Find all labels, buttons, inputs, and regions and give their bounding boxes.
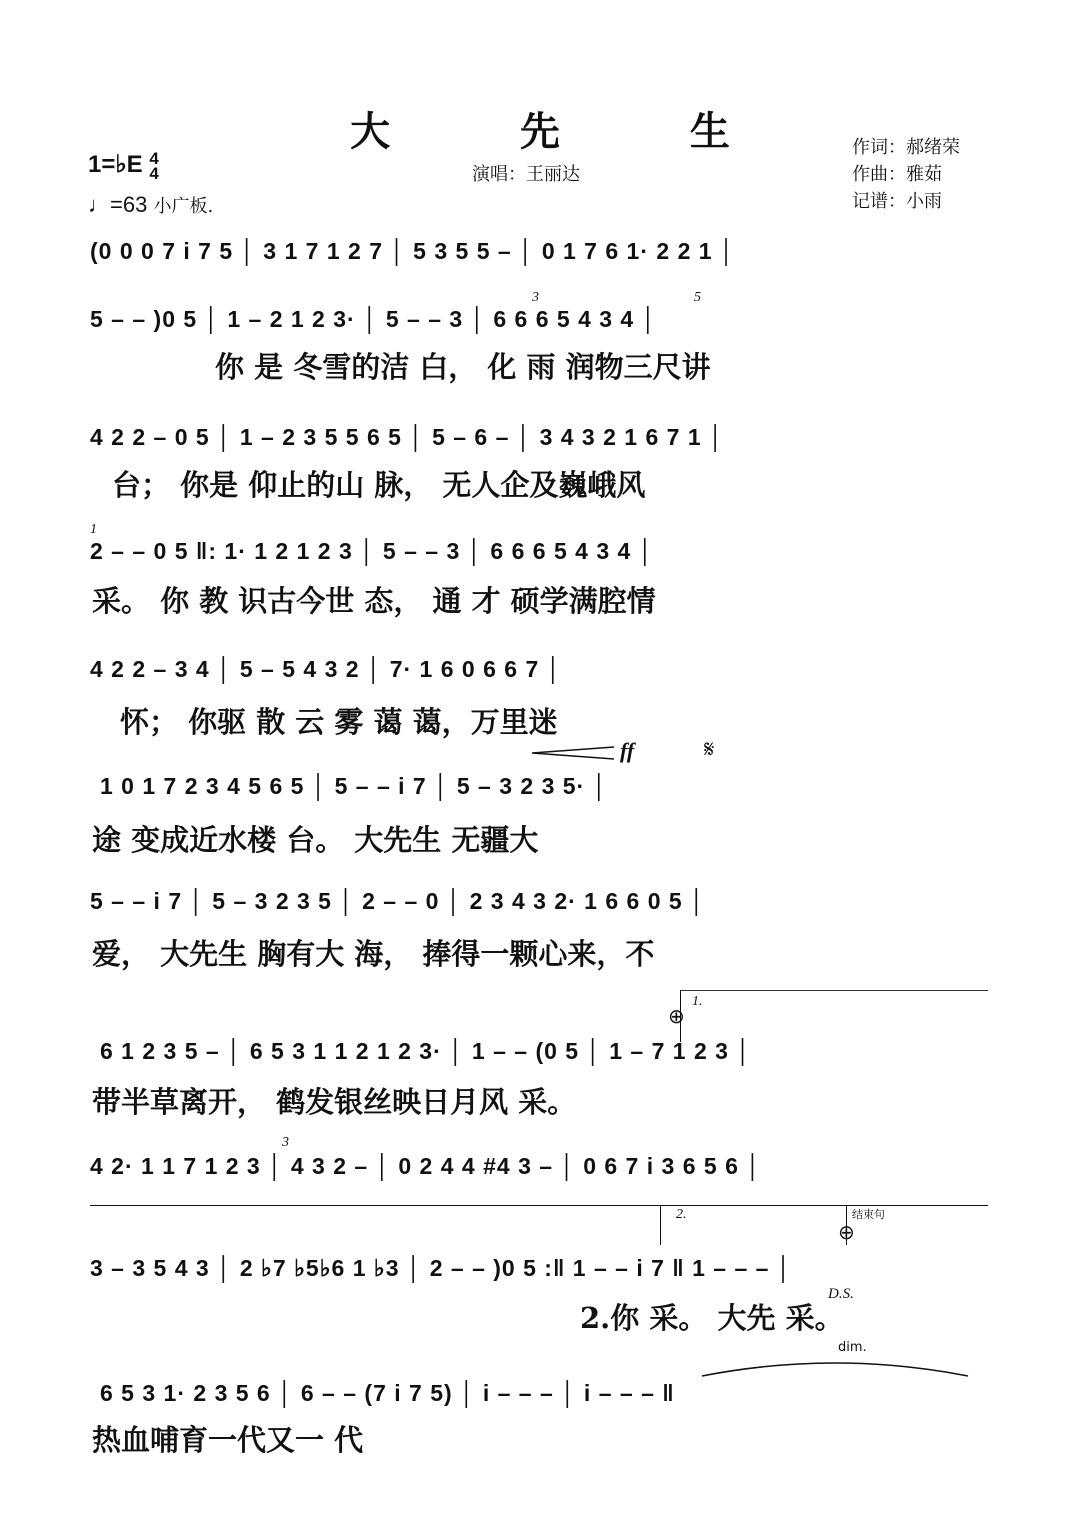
staff-2-notes: 5 – – )0 5 │ 1 – 2 1 2 3· │ 5 – – 3 │ 6 6 6 5 4 3 4 │ xyxy=(90,306,657,332)
tempo-description: 小广板. xyxy=(153,196,214,217)
staff-11-lyrics: 热血哺育一代又一 代 xyxy=(92,1423,364,1457)
phrase-slur xyxy=(700,1358,970,1378)
volta-1-label: 1. xyxy=(692,994,703,1009)
ending-label: 结束句 xyxy=(852,1208,885,1221)
segno-icon: 𝄋 xyxy=(704,735,715,763)
staff-3-notes: 4 2 2 – 0 5 │ 1 – 2 3 5 5 6 5 │ 5 – 6 – │ 3 4 3 2 1 6 7 1 │ xyxy=(90,424,725,450)
staff-4-lyrics: 采。 你 教 识古今世 态， 通 才 硕学满腔情 xyxy=(92,584,656,618)
staff-10-lyrics: 2.你 采。 大先 采。 xyxy=(580,1301,844,1335)
time-signature xyxy=(149,148,159,183)
crescendo-hairpin xyxy=(530,745,616,761)
staff-7-notes: 5 – – i 7 │ 5 – 3 2 3 5 │ 2 – – 0 │ 2 3 4 3 2· 1 6 6 0 5 │ xyxy=(90,888,706,914)
singer-credit: 演唱：王丽达 xyxy=(472,164,580,185)
time-sig-top: 4 xyxy=(149,148,159,168)
tempo-marking xyxy=(88,192,213,218)
transcriber-credit: 记谱：小雨 xyxy=(852,191,942,212)
staff-10-notes: 3 – 3 5 4 3 │ 2 ♭7 ♭5♭6 1 ♭3 │ 2 – – )0 5 :‖ 1 – – i 7 ‖ 1 – – – │ xyxy=(90,1255,793,1281)
coda-icon: ⊕ xyxy=(668,1004,685,1028)
staff-8-lyrics: 带半草离开， 鹤发银丝映日月风 采。 xyxy=(92,1085,577,1119)
lyricist-credit: 作词：郝绪荣 xyxy=(852,137,960,158)
staff-4-notes: 2 – – 0 5 ‖: 1· 1 2 1 2 3 │ 5 – – 3 │ 6 6 6 5 4 3 4 │ xyxy=(90,538,655,564)
staff-8-notes: 6 1 2 3 5 – │ 6 5 3 1 1 2 1 2 3· │ 1 – – (0 5 │ 1 – 7 1 2 3 │ xyxy=(100,1038,752,1064)
grace-note-3: 3 xyxy=(532,290,539,305)
grace-note-1: 1 xyxy=(90,522,97,537)
dal-segno-mark: D.S. xyxy=(828,1286,854,1302)
staff-6-notes: 1 0 1 7 2 3 4 5 6 5 │ 5 – – i 7 │ 5 – 3 2 3 5· │ xyxy=(100,773,608,799)
staff-5-notes: 4 2 2 – 3 4 │ 5 – 5 4 3 2 │ 7· 1 6 0 6 6 7 │ xyxy=(90,656,563,682)
composer-credit: 作曲：雅茹 xyxy=(852,164,942,185)
time-sig-bottom: 4 xyxy=(149,163,159,183)
staff-1-notes: (0 0 0 7 i 7 5 │ 3 1 7 1 2 7 │ 5 3 5 5 – │ 0 1 7 6 1· 2 2 1 │ xyxy=(90,238,736,264)
staff-2-lyrics: 你 是 冬雪的洁 白， 化 雨 润物三尺讲 xyxy=(215,350,711,384)
fortissimo-mark: ff xyxy=(620,738,635,763)
volta-1-bracket xyxy=(680,990,988,991)
volta-2-label: 2. xyxy=(676,1207,687,1222)
staff-3-lyrics: 台； 你是 仰止的山 脉， 无人企及巍峨风 xyxy=(112,468,646,502)
key-label: 1=♭E xyxy=(88,151,143,178)
staff-9-notes: 4 2· 1 1 7 1 2 3 │ 4 3 2 – │ 0 2 4 4 #4 3 – │ 0 6 7 i 3 6 5 6 │ xyxy=(90,1153,762,1179)
staff-11-notes: 6 5 3 1· 2 3 5 6 │ 6 – – (7 i 7 5) │ i – – – │ i – – – ‖ xyxy=(100,1380,675,1406)
grace-note-5: 5 xyxy=(694,290,701,305)
song-title: 大 先 生 xyxy=(350,108,788,155)
key-signature xyxy=(88,150,159,181)
staff-6-lyrics: 途 变成近水楼 台。 大先生 无疆大 xyxy=(92,823,539,857)
staff-7-lyrics: 爱， 大先生 胸有大 海， 捧得一颗心来，不 xyxy=(92,937,655,971)
triplet-mark: 3 xyxy=(282,1135,289,1150)
staff-5-lyrics: 怀； 你驱 散 云 雾 蔼 蔼，万里迷 xyxy=(120,705,558,739)
volta-2-bracket-edge xyxy=(660,1205,661,1245)
diminuendo-mark: dim. xyxy=(838,1340,867,1355)
tempo-bpm: ♩=63 xyxy=(88,192,148,217)
coda-icon-2: ⊕ xyxy=(838,1220,855,1244)
